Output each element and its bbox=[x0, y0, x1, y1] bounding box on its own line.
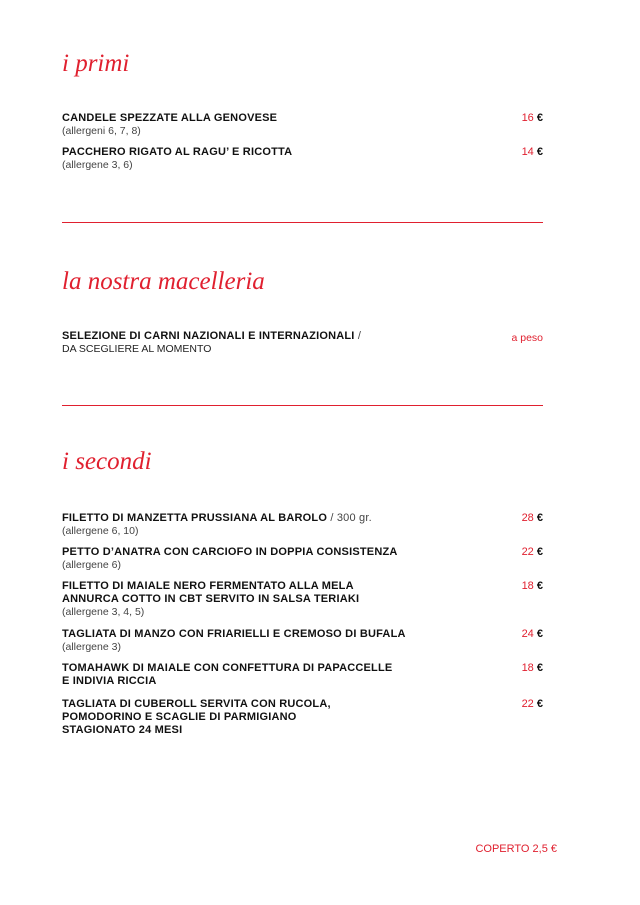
price-value: 22 bbox=[521, 546, 534, 558]
currency: € bbox=[536, 112, 543, 124]
item-allergens: (allergene 3, 4, 5) bbox=[62, 606, 145, 618]
currency: € bbox=[536, 512, 543, 524]
currency: € bbox=[536, 662, 543, 674]
price-value: 18 bbox=[521, 662, 534, 674]
currency: € bbox=[536, 546, 543, 558]
menu-item bbox=[62, 546, 543, 572]
item-name: TAGLIATA DI MANZO CON FRIARIELLI E CREMOSO DI BUFALA bbox=[62, 628, 406, 640]
item-allergens: (allergene 3) bbox=[62, 641, 121, 653]
item-name: PETTO D’ANATRA CON CARCIOFO IN DOPPIA CONSISTENZA bbox=[62, 546, 398, 558]
currency: € bbox=[536, 698, 543, 710]
item-price bbox=[522, 698, 543, 711]
item-price bbox=[522, 546, 543, 559]
item-name: FILETTO DI MAIALE NERO FERMENTATO ALLA MELA ANNURCA COTTO IN CBT SERVITO IN SALSA TERIAKI bbox=[62, 580, 360, 605]
item-allergens: (allergene 6) bbox=[62, 559, 121, 571]
section-title-macelleria: la nostra macelleria bbox=[62, 268, 265, 295]
item-name: TAGLIATA DI CUBEROLL SERVITA CON RUCOLA, POMODORINO E SCAGLIE DI PARMIGIANO STAGIONATO 24 MESI bbox=[62, 698, 331, 736]
item-allergens: (allergene 6, 10) bbox=[62, 525, 139, 537]
menu-item bbox=[62, 698, 543, 737]
section-title-secondi: i secondi bbox=[62, 448, 152, 475]
item-note: DA SCEGLIERE AL MOMENTO bbox=[62, 343, 212, 355]
currency: € bbox=[536, 628, 543, 640]
price-value: 28 bbox=[521, 512, 534, 524]
item-allergens: (allergeni 6, 7, 8) bbox=[62, 125, 141, 137]
menu-item bbox=[62, 512, 543, 538]
item-price bbox=[522, 580, 543, 593]
item-suffix: / bbox=[354, 330, 362, 342]
menu-item bbox=[62, 112, 543, 138]
item-name: SELEZIONE DI CARNI NAZIONALI E INTERNAZIONALI bbox=[62, 330, 355, 342]
divider bbox=[62, 222, 543, 223]
item-name: TOMAHAWK DI MAIALE CON CONFETTURA DI PAPACCELLE E INDIVIA RICCIA bbox=[62, 662, 393, 687]
price-value: 16 bbox=[521, 112, 534, 124]
item-name: FILETTO DI MANZETTA PRUSSIANA AL BAROLO bbox=[62, 512, 328, 524]
item-name: CANDELE SPEZZATE ALLA GENOVESE bbox=[62, 112, 278, 124]
item-allergens: (allergene 3, 6) bbox=[62, 159, 133, 171]
price-value: 14 bbox=[521, 146, 534, 158]
currency: € bbox=[536, 146, 543, 158]
cover-charge: COPERTO 2,5 € bbox=[475, 843, 557, 855]
section-title-primi: i primi bbox=[62, 50, 130, 77]
menu-item bbox=[62, 330, 543, 356]
menu-item bbox=[62, 662, 543, 688]
menu-item bbox=[62, 628, 543, 654]
divider bbox=[62, 405, 543, 406]
item-price bbox=[522, 662, 543, 675]
item-name: PACCHERO RIGATO AL RAGU’ E RICOTTA bbox=[62, 146, 293, 158]
currency: € bbox=[536, 580, 543, 592]
price-value: 24 bbox=[521, 628, 534, 640]
item-price bbox=[522, 628, 543, 641]
item-price: a peso bbox=[511, 332, 543, 344]
price-value: 22 bbox=[521, 698, 534, 710]
menu-item bbox=[62, 146, 543, 172]
item-price bbox=[522, 146, 543, 159]
item-price bbox=[522, 512, 543, 525]
menu-item bbox=[62, 580, 543, 619]
price-value: 18 bbox=[521, 580, 534, 592]
item-price bbox=[522, 112, 543, 125]
item-suffix: / 300 gr. bbox=[327, 512, 372, 524]
